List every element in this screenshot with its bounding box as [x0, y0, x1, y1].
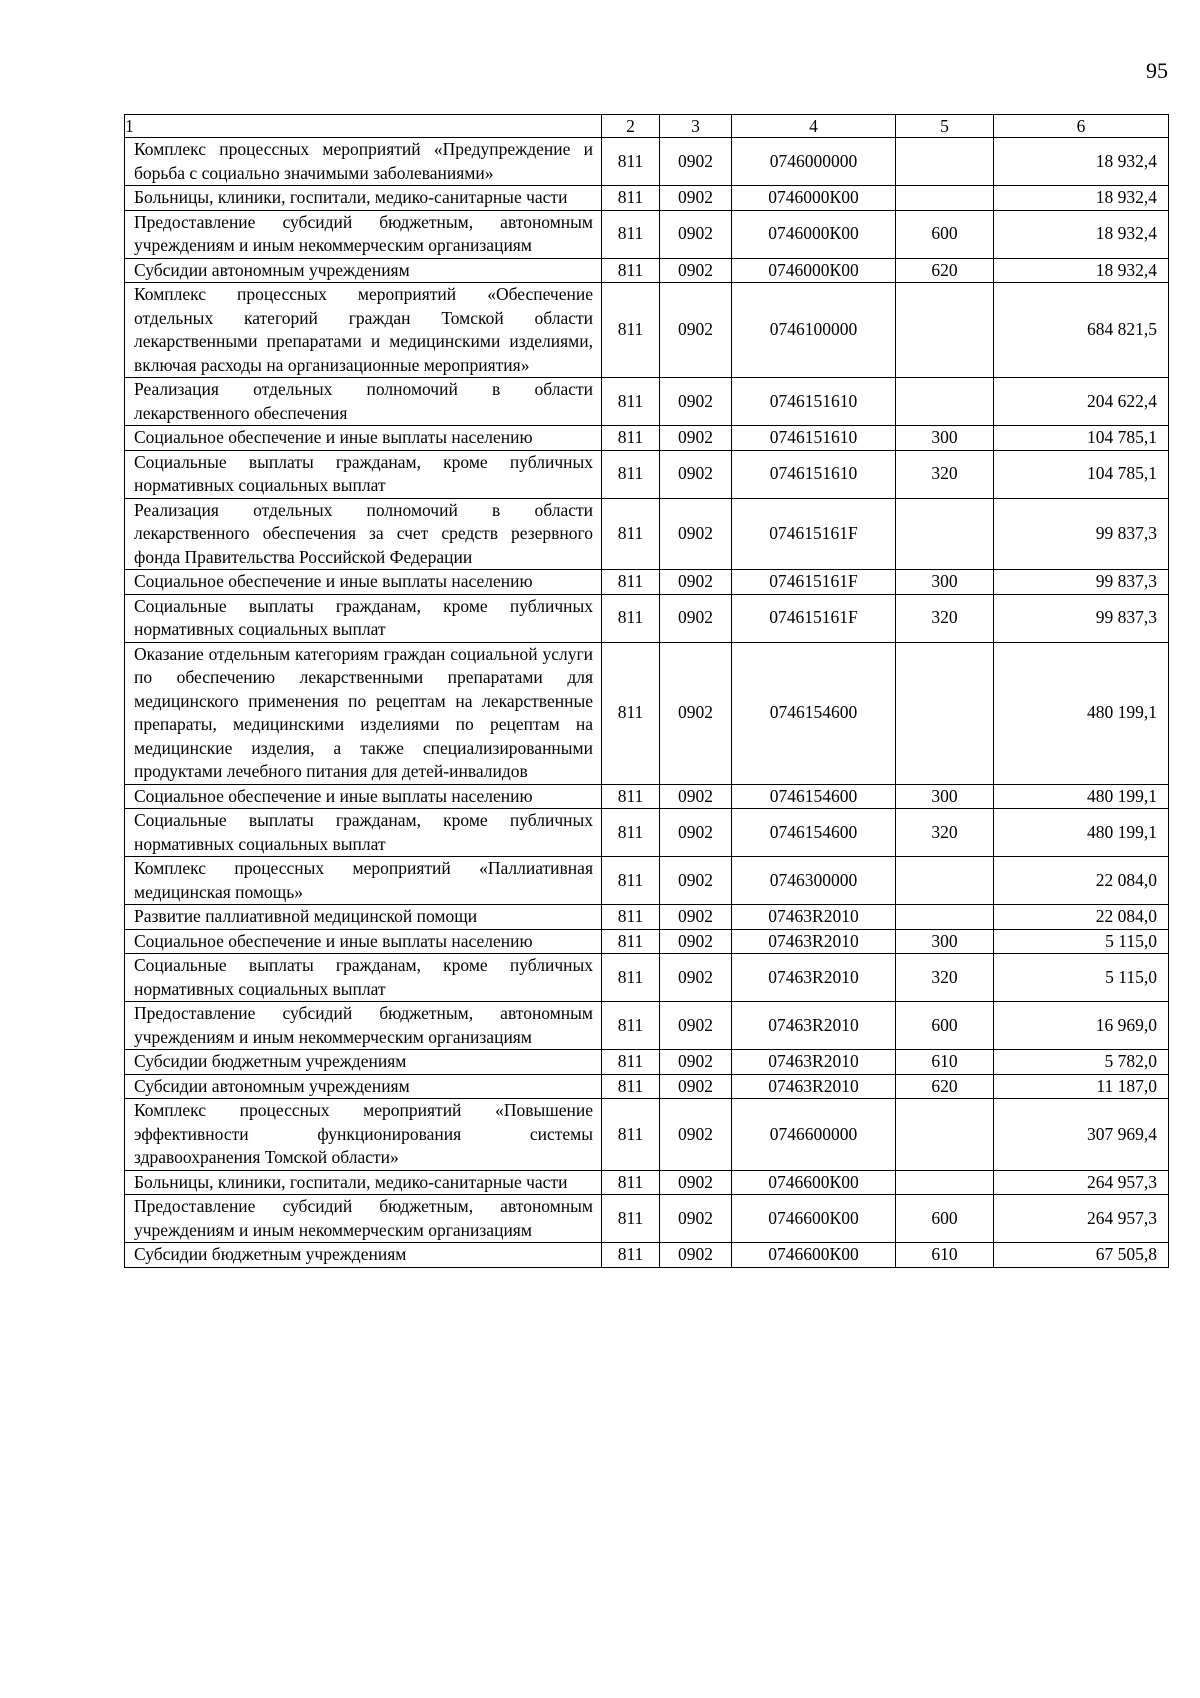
expense-name-cell: Больницы, клиники, госпитали, медико-санитарные части	[125, 1170, 602, 1195]
expense-name-cell: Комплекс процессных мероприятий «Повышение эффективности функционирования системы здравоохранения Томской области»	[125, 1099, 602, 1171]
table-row	[125, 784, 1169, 809]
section-code-cell: 0902	[660, 378, 732, 426]
expense-type-cell: 300	[896, 426, 994, 451]
table-row	[125, 1099, 1169, 1171]
column-header: 6	[994, 115, 1169, 138]
expense-type-cell: 600	[896, 1195, 994, 1243]
expense-name-cell: Субсидии бюджетным учреждениям	[125, 1050, 602, 1075]
column-header: 5	[896, 115, 994, 138]
ministry-code-cell: 811	[602, 498, 660, 570]
section-code-cell: 0902	[660, 784, 732, 809]
table-row	[125, 929, 1169, 954]
section-code-cell: 0902	[660, 1074, 732, 1099]
column-header: 1	[125, 115, 602, 138]
ministry-code-cell: 811	[602, 186, 660, 211]
amount-cell: 5 115,0	[994, 929, 1169, 954]
amount-cell: 684 821,5	[994, 283, 1169, 378]
expense-name-cell: Субсидии бюджетным учреждениям	[125, 1243, 602, 1268]
ministry-code-cell: 811	[602, 1074, 660, 1099]
column-header: 2	[602, 115, 660, 138]
section-code-cell: 0902	[660, 570, 732, 595]
amount-cell: 104 785,1	[994, 450, 1169, 498]
section-code-cell: 0902	[660, 1195, 732, 1243]
target-code-cell: 0746154600	[732, 784, 896, 809]
target-code-cell: 074615161F	[732, 570, 896, 595]
expense-type-cell: 600	[896, 210, 994, 258]
section-code-cell: 0902	[660, 138, 732, 186]
amount-cell: 480 199,1	[994, 809, 1169, 857]
target-code-cell: 0746300000	[732, 857, 896, 905]
expense-type-cell: 620	[896, 258, 994, 283]
page-number: 95	[1146, 58, 1168, 83]
ministry-code-cell: 811	[602, 378, 660, 426]
target-code-cell: 0746000К00	[732, 258, 896, 283]
amount-cell: 22 084,0	[994, 857, 1169, 905]
expense-name-cell: Комплекс процессных мероприятий «Обеспечение отдельных категорий граждан Томской области лекарственными препаратами и медицинскими изделиями, включая расходы на организационные мероприятия»	[125, 283, 602, 378]
target-code-cell: 07463R2010	[732, 1002, 896, 1050]
table-row	[125, 450, 1169, 498]
section-code-cell: 0902	[660, 594, 732, 642]
table-row	[125, 1002, 1169, 1050]
ministry-code-cell: 811	[602, 1195, 660, 1243]
expense-name-cell: Реализация отдельных полномочий в области лекарственного обеспечения за счет средств резервного фонда Правительства Российской Федерации	[125, 498, 602, 570]
table-row	[125, 809, 1169, 857]
amount-cell: 11 187,0	[994, 1074, 1169, 1099]
amount-cell: 204 622,4	[994, 378, 1169, 426]
table-row	[125, 954, 1169, 1002]
ministry-code-cell: 811	[602, 426, 660, 451]
target-code-cell: 0746600К00	[732, 1170, 896, 1195]
target-code-cell: 074615161F	[732, 594, 896, 642]
expense-type-cell: 610	[896, 1050, 994, 1075]
target-code-cell: 0746600К00	[732, 1195, 896, 1243]
expense-type-cell	[896, 498, 994, 570]
expense-type-cell: 300	[896, 929, 994, 954]
expense-name-cell: Субсидии автономным учреждениям	[125, 258, 602, 283]
ministry-code-cell: 811	[602, 809, 660, 857]
ministry-code-cell: 811	[602, 450, 660, 498]
section-code-cell: 0902	[660, 283, 732, 378]
section-code-cell: 0902	[660, 426, 732, 451]
ministry-code-cell: 811	[602, 210, 660, 258]
expense-type-cell: 300	[896, 570, 994, 595]
amount-cell: 264 957,3	[994, 1170, 1169, 1195]
table-row	[125, 138, 1169, 186]
expense-name-cell: Больницы, клиники, госпитали, медико-санитарные части	[125, 186, 602, 211]
section-code-cell: 0902	[660, 1050, 732, 1075]
expense-name-cell: Развитие паллиативной медицинской помощи	[125, 905, 602, 930]
expense-name-cell: Субсидии автономным учреждениям	[125, 1074, 602, 1099]
amount-cell: 5 115,0	[994, 954, 1169, 1002]
expense-name-cell: Предоставление субсидий бюджетным, автономным учреждениям и иным некоммерческим организациям	[125, 1002, 602, 1050]
target-code-cell: 0746100000	[732, 283, 896, 378]
table-row	[125, 1050, 1169, 1075]
target-code-cell: 074615161F	[732, 498, 896, 570]
table-row	[125, 186, 1169, 211]
expense-type-cell: 300	[896, 784, 994, 809]
section-code-cell: 0902	[660, 809, 732, 857]
ministry-code-cell: 811	[602, 1243, 660, 1268]
ministry-code-cell: 811	[602, 1050, 660, 1075]
amount-cell: 99 837,3	[994, 498, 1169, 570]
section-code-cell: 0902	[660, 1099, 732, 1171]
expense-type-cell	[896, 857, 994, 905]
table-row	[125, 210, 1169, 258]
target-code-cell: 07463R2010	[732, 905, 896, 930]
table-row	[125, 1195, 1169, 1243]
expense-name-cell: Социальные выплаты гражданам, кроме публичных нормативных социальных выплат	[125, 809, 602, 857]
target-code-cell: 0746151610	[732, 378, 896, 426]
target-code-cell: 0746600К00	[732, 1243, 896, 1268]
amount-cell: 18 932,4	[994, 210, 1169, 258]
table-row	[125, 498, 1169, 570]
table-row	[125, 905, 1169, 930]
table-row	[125, 1074, 1169, 1099]
table-header-row	[125, 115, 1169, 138]
amount-cell: 22 084,0	[994, 905, 1169, 930]
ministry-code-cell: 811	[602, 258, 660, 283]
ministry-code-cell: 811	[602, 857, 660, 905]
table-row	[125, 570, 1169, 595]
amount-cell: 18 932,4	[994, 258, 1169, 283]
expense-type-cell: 620	[896, 1074, 994, 1099]
expense-name-cell: Социальное обеспечение и иные выплаты населению	[125, 426, 602, 451]
target-code-cell: 07463R2010	[732, 1050, 896, 1075]
ministry-code-cell: 811	[602, 784, 660, 809]
amount-cell: 104 785,1	[994, 426, 1169, 451]
section-code-cell: 0902	[660, 929, 732, 954]
expense-name-cell: Социальные выплаты гражданам, кроме публичных нормативных социальных выплат	[125, 594, 602, 642]
expense-type-cell	[896, 283, 994, 378]
column-header: 3	[660, 115, 732, 138]
expense-name-cell: Социальные выплаты гражданам, кроме публичных нормативных социальных выплат	[125, 954, 602, 1002]
ministry-code-cell: 811	[602, 1170, 660, 1195]
section-code-cell: 0902	[660, 857, 732, 905]
expense-type-cell	[896, 1099, 994, 1171]
expense-type-cell: 320	[896, 450, 994, 498]
expense-name-cell: Комплекс процессных мероприятий «Предупреждение и борьба с социально значимыми заболеваниями»	[125, 138, 602, 186]
amount-cell: 16 969,0	[994, 1002, 1169, 1050]
ministry-code-cell: 811	[602, 594, 660, 642]
section-code-cell: 0902	[660, 210, 732, 258]
target-code-cell: 0746000К00	[732, 186, 896, 211]
expense-type-cell: 610	[896, 1243, 994, 1268]
table-row	[125, 1170, 1169, 1195]
amount-cell: 67 505,8	[994, 1243, 1169, 1268]
expense-type-cell	[896, 1170, 994, 1195]
expense-name-cell: Предоставление субсидий бюджетным, автономным учреждениям и иным некоммерческим организациям	[125, 210, 602, 258]
expense-type-cell: 320	[896, 594, 994, 642]
expense-type-cell	[896, 642, 994, 784]
ministry-code-cell: 811	[602, 138, 660, 186]
budget-table	[124, 114, 1169, 1268]
target-code-cell: 07463R2010	[732, 954, 896, 1002]
amount-cell: 307 969,4	[994, 1099, 1169, 1171]
target-code-cell: 07463R2010	[732, 929, 896, 954]
expense-name-cell: Социальное обеспечение и иные выплаты населению	[125, 929, 602, 954]
table-row	[125, 283, 1169, 378]
expense-name-cell: Реализация отдельных полномочий в области лекарственного обеспечения	[125, 378, 602, 426]
expense-name-cell: Оказание отдельным категориям граждан социальной услуги по обеспечению лекарственными препаратами для медицинского применения по рецептам на лекарственные препараты, медицинскими изделиями по рецептам на медицинские изделия, а также специализированными продуктами лечебного питания для детей-инвалидов	[125, 642, 602, 784]
expense-type-cell: 320	[896, 809, 994, 857]
column-header: 4	[732, 115, 896, 138]
section-code-cell: 0902	[660, 1170, 732, 1195]
section-code-cell: 0902	[660, 186, 732, 211]
expense-name-cell: Социальное обеспечение и иные выплаты населению	[125, 784, 602, 809]
expense-type-cell: 320	[896, 954, 994, 1002]
expense-name-cell: Социальное обеспечение и иные выплаты населению	[125, 570, 602, 595]
expense-name-cell: Предоставление субсидий бюджетным, автономным учреждениям и иным некоммерческим организациям	[125, 1195, 602, 1243]
ministry-code-cell: 811	[602, 1099, 660, 1171]
ministry-code-cell: 811	[602, 570, 660, 595]
section-code-cell: 0902	[660, 642, 732, 784]
section-code-cell: 0902	[660, 954, 732, 1002]
target-code-cell: 0746000000	[732, 138, 896, 186]
ministry-code-cell: 811	[602, 929, 660, 954]
table-row	[125, 594, 1169, 642]
table-row	[125, 857, 1169, 905]
section-code-cell: 0902	[660, 258, 732, 283]
target-code-cell: 0746151610	[732, 426, 896, 451]
expense-type-cell	[896, 905, 994, 930]
expense-name-cell: Комплекс процессных мероприятий «Паллиативная медицинская помощь»	[125, 857, 602, 905]
ministry-code-cell: 811	[602, 642, 660, 784]
target-code-cell: 0746154600	[732, 642, 896, 784]
table-row	[125, 642, 1169, 784]
table-row	[125, 426, 1169, 451]
section-code-cell: 0902	[660, 498, 732, 570]
table-row	[125, 1243, 1169, 1268]
expense-type-cell	[896, 138, 994, 186]
ministry-code-cell: 811	[602, 283, 660, 378]
ministry-code-cell: 811	[602, 905, 660, 930]
target-code-cell: 0746600000	[732, 1099, 896, 1171]
ministry-code-cell: 811	[602, 954, 660, 1002]
target-code-cell: 0746151610	[732, 450, 896, 498]
target-code-cell: 07463R2010	[732, 1074, 896, 1099]
amount-cell: 18 932,4	[994, 138, 1169, 186]
target-code-cell: 0746000К00	[732, 210, 896, 258]
target-code-cell: 0746154600	[732, 809, 896, 857]
expense-type-cell	[896, 378, 994, 426]
ministry-code-cell: 811	[602, 1002, 660, 1050]
expense-name-cell: Социальные выплаты гражданам, кроме публичных нормативных социальных выплат	[125, 450, 602, 498]
section-code-cell: 0902	[660, 1002, 732, 1050]
amount-cell: 99 837,3	[994, 594, 1169, 642]
amount-cell: 480 199,1	[994, 784, 1169, 809]
expense-type-cell	[896, 186, 994, 211]
section-code-cell: 0902	[660, 905, 732, 930]
section-code-cell: 0902	[660, 450, 732, 498]
amount-cell: 264 957,3	[994, 1195, 1169, 1243]
table-row	[125, 378, 1169, 426]
amount-cell: 480 199,1	[994, 642, 1169, 784]
amount-cell: 99 837,3	[994, 570, 1169, 595]
amount-cell: 5 782,0	[994, 1050, 1169, 1075]
section-code-cell: 0902	[660, 1243, 732, 1268]
expense-type-cell: 600	[896, 1002, 994, 1050]
table-row	[125, 258, 1169, 283]
amount-cell: 18 932,4	[994, 186, 1169, 211]
